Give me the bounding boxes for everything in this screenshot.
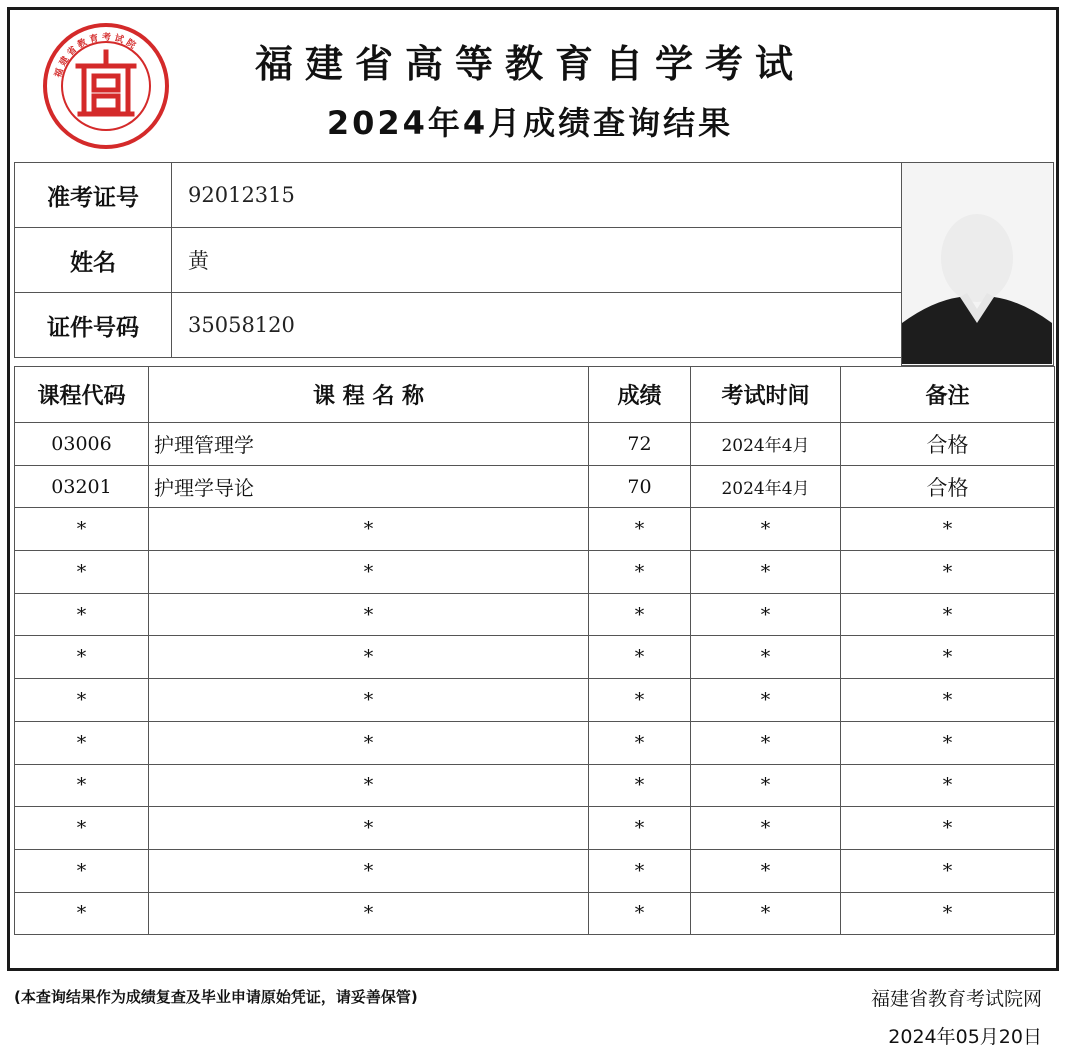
status-note: * — [841, 508, 1055, 551]
score: * — [589, 764, 691, 807]
header-course-name: 课 程 名 称 — [149, 367, 589, 423]
course-name: * — [149, 807, 589, 850]
table-row — [15, 551, 1055, 594]
course-name: * — [149, 892, 589, 935]
table-row — [15, 636, 1055, 679]
header-score: 成绩 — [589, 367, 691, 423]
table-row — [15, 764, 1055, 807]
exam-date: 2024年4月 — [691, 423, 841, 466]
status-note: * — [841, 636, 1055, 679]
score: 72 — [589, 423, 691, 466]
table-row — [15, 508, 1055, 551]
exam-date: * — [691, 551, 841, 594]
table-row — [15, 807, 1055, 850]
score: * — [589, 679, 691, 722]
table-row — [15, 423, 1055, 466]
course-code: * — [15, 679, 149, 722]
grade-table — [14, 366, 1055, 935]
info-value-id-number: 35058120 — [172, 293, 902, 358]
info-value-exam-id: 92012315 — [172, 163, 902, 228]
info-row-name — [15, 228, 902, 293]
status-note: * — [841, 764, 1055, 807]
candidate-info-table — [14, 162, 902, 358]
status-note: * — [841, 721, 1055, 764]
course-code: * — [15, 764, 149, 807]
footer-site-name: 福建省教育考试院网 — [870, 988, 1042, 1010]
header-note: 备注 — [841, 367, 1055, 423]
status-note: * — [841, 551, 1055, 594]
exam-date: * — [691, 508, 841, 551]
course-code: * — [15, 551, 149, 594]
score: 70 — [589, 465, 691, 508]
course-code: * — [15, 807, 149, 850]
info-row-id-number — [15, 293, 902, 358]
course-code: * — [15, 892, 149, 935]
course-code: * — [15, 508, 149, 551]
score: * — [589, 636, 691, 679]
table-row — [15, 721, 1055, 764]
exam-date: * — [691, 892, 841, 935]
course-code: * — [15, 721, 149, 764]
table-row — [15, 593, 1055, 636]
info-label: 证件号码 — [15, 293, 172, 358]
score: * — [589, 892, 691, 935]
course-code: 03006 — [15, 423, 149, 466]
score: * — [589, 551, 691, 594]
status-note: * — [841, 849, 1055, 892]
status-note: * — [841, 679, 1055, 722]
course-name: * — [149, 636, 589, 679]
score: * — [589, 849, 691, 892]
course-code: * — [15, 593, 149, 636]
course-code: 03201 — [15, 465, 149, 508]
course-name: * — [149, 849, 589, 892]
course-name: * — [149, 764, 589, 807]
header-course-code: 课程代码 — [15, 367, 149, 423]
info-value-name: 黄 — [172, 228, 902, 293]
course-code: * — [15, 636, 149, 679]
document-title: 福建省高等教育自学考试 — [254, 42, 805, 86]
status-note: 合格 — [841, 465, 1055, 508]
status-note: * — [841, 892, 1055, 935]
exam-date: * — [691, 593, 841, 636]
footer-date: 2024年05月20日 — [888, 1026, 1042, 1048]
info-label: 准考证号 — [15, 163, 172, 228]
status-note: * — [841, 593, 1055, 636]
course-name: * — [149, 679, 589, 722]
exam-authority-seal-icon — [42, 22, 170, 150]
table-row — [15, 679, 1055, 722]
course-name: 护理学导论 — [149, 465, 589, 508]
student-photo-icon — [901, 162, 1054, 366]
exam-date: * — [691, 721, 841, 764]
document-subtitle: 2024年4月成绩查询结果 — [326, 104, 734, 142]
table-row — [15, 892, 1055, 935]
seal-ring-text: 福建省教育考试院 — [53, 32, 140, 79]
exam-date: * — [691, 636, 841, 679]
course-name: * — [149, 721, 589, 764]
course-code: * — [15, 849, 149, 892]
exam-date: 2024年4月 — [691, 465, 841, 508]
status-note: 合格 — [841, 423, 1055, 466]
course-name: * — [149, 593, 589, 636]
exam-date: * — [691, 679, 841, 722]
footer-note: (本查询结果作为成绩复查及毕业申请原始凭证，请妥善保管) — [14, 988, 418, 1006]
score: * — [589, 508, 691, 551]
info-row-exam-id — [15, 163, 902, 228]
score: * — [589, 593, 691, 636]
table-row — [15, 465, 1055, 508]
course-name: * — [149, 508, 589, 551]
status-note: * — [841, 807, 1055, 850]
course-name: 护理管理学 — [149, 423, 589, 466]
exam-date: * — [691, 764, 841, 807]
score: * — [589, 721, 691, 764]
header-exam-date: 考试时间 — [691, 367, 841, 423]
table-row — [15, 849, 1055, 892]
score: * — [589, 807, 691, 850]
info-label: 姓名 — [15, 228, 172, 293]
course-name: * — [149, 551, 589, 594]
exam-date: * — [691, 849, 841, 892]
grade-table-header — [15, 367, 1055, 423]
exam-date: * — [691, 807, 841, 850]
